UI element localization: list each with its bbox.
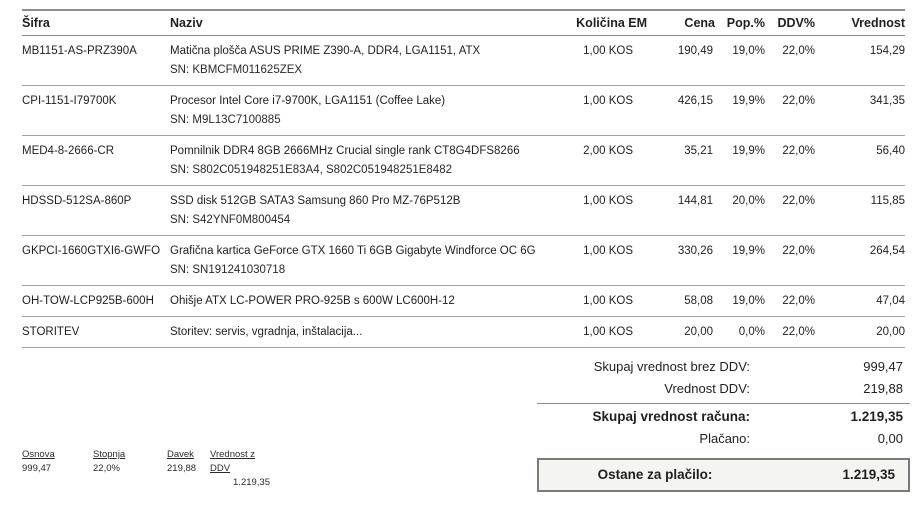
item-name: Grafična kartica GeForce GTX 1660 Ti 6GB Gigabyte Windforce OC 6G: [170, 245, 536, 257]
item-discount: 19,0%: [715, 286, 765, 317]
item-code: GKPCI-1660GTXI6-GWFO: [22, 236, 170, 286]
item-value: 20,00: [815, 317, 905, 348]
vat-row: [537, 378, 910, 400]
item-code: HDSSD-512SA-860P: [22, 186, 170, 236]
item-description: [170, 236, 552, 286]
item-quantity: 2,00 KOS: [552, 136, 647, 186]
item-vat: 22,0%: [765, 36, 815, 86]
vat-value: 219,88: [863, 381, 903, 396]
subtotal-value: 999,47: [863, 359, 903, 374]
item-description: [170, 36, 552, 86]
tax-value-stopnja: 22,0%: [93, 463, 120, 474]
item-value: 56,40: [815, 136, 905, 186]
tax-col-vrednost-z-ddv: [210, 448, 274, 490]
item-vat: 22,0%: [765, 236, 815, 286]
item-price: 426,15: [647, 86, 715, 136]
column-header-naziv: Naziv: [170, 10, 552, 36]
amount-due-label: Ostane za plačilo:: [597, 467, 713, 482]
item-vat: 22,0%: [765, 186, 815, 236]
tax-value-vrednost-z-ddv: 1.219,35: [233, 477, 270, 488]
tax-header-stopnja: Stopnja: [93, 449, 126, 460]
item-quantity: 1,00 KOS: [552, 236, 647, 286]
subtotal-label: Skupaj vrednost brez DDV:: [593, 359, 750, 374]
column-header-sifra: Šifra: [22, 10, 170, 36]
item-price: 144,81: [647, 186, 715, 236]
grand-total-label: Skupaj vrednost računa:: [592, 409, 750, 424]
item-name: Ohišje ATX LC-POWER PRO-925B s 600W LC600H-12: [170, 295, 455, 307]
item-serial: SN: S802C051948251E83A4, S802C051948251E8482: [170, 164, 452, 176]
tax-header-davek: Davek: [167, 449, 194, 460]
item-value: 154,29: [815, 36, 905, 86]
column-header-vrednost: Vrednost: [815, 10, 905, 36]
totals-section: [537, 356, 910, 492]
item-name: Pomnilnik DDR4 8GB 2666MHz Crucial single rank CT8G4DFS8266: [170, 145, 520, 157]
item-quantity: 1,00 KOS: [552, 317, 647, 348]
table-row: [22, 286, 905, 317]
table-row: [22, 236, 905, 286]
item-code: MED4-8-2666-CR: [22, 136, 170, 186]
item-value: 341,35: [815, 86, 905, 136]
item-discount: 0,0%: [715, 317, 765, 348]
column-header-cena: Cena: [647, 10, 715, 36]
item-discount: 20,0%: [715, 186, 765, 236]
amount-due-value: 1.219,35: [842, 467, 895, 482]
item-vat: 22,0%: [765, 317, 815, 348]
item-description: [170, 286, 552, 317]
table-row: [22, 36, 905, 86]
item-price: 20,00: [647, 317, 715, 348]
item-discount: 19,0%: [715, 36, 765, 86]
tax-header-osnova: Osnova: [22, 449, 55, 460]
table-header-row: [22, 10, 905, 36]
tax-summary-table: [22, 448, 274, 490]
item-discount: 19,9%: [715, 86, 765, 136]
item-serial: SN: S42YNF0M800454: [170, 214, 291, 226]
item-value: 47,04: [815, 286, 905, 317]
item-price: 190,49: [647, 36, 715, 86]
tax-col-davek: [167, 448, 210, 490]
column-header-kolicina: Količina EM: [552, 10, 647, 36]
item-description: [170, 136, 552, 186]
amount-due-box: [537, 458, 910, 492]
tax-value-davek: 219,88: [167, 463, 197, 474]
item-vat: 22,0%: [765, 286, 815, 317]
item-vat: 22,0%: [765, 136, 815, 186]
grand-total-value: 1.219,35: [850, 409, 903, 424]
tax-value-osnova: 999,47: [22, 463, 52, 474]
item-quantity: 1,00 KOS: [552, 86, 647, 136]
item-description: [170, 317, 552, 348]
item-code: MB1151-AS-PRZ390A: [22, 36, 170, 86]
item-value: 115,85: [815, 186, 905, 236]
item-discount: 19,9%: [715, 136, 765, 186]
table-row: [22, 317, 905, 348]
item-price: 35,21: [647, 136, 715, 186]
column-header-ddv: DDV%: [765, 10, 815, 36]
item-quantity: 1,00 KOS: [552, 186, 647, 236]
item-serial: SN: M9L13C7100885: [170, 114, 281, 126]
item-serial: SN: SN191241030718: [170, 264, 286, 276]
invoice-items-table: [22, 9, 905, 348]
item-value: 264,54: [815, 236, 905, 286]
item-name: Procesor Intel Core i7-9700K, LGA1151 (Coffee Lake): [170, 95, 446, 107]
item-code: STORITEV: [22, 317, 170, 348]
paid-value: 0,00: [877, 431, 903, 446]
paid-label: Plačano:: [699, 431, 750, 446]
table-row: [22, 136, 905, 186]
table-row: [22, 186, 905, 236]
item-quantity: 1,00 KOS: [552, 36, 647, 86]
item-quantity: 1,00 KOS: [552, 286, 647, 317]
column-header-pop: Pop.%: [715, 10, 765, 36]
item-name: SSD disk 512GB SATA3 Samsung 860 Pro MZ-76P512B: [170, 195, 461, 207]
item-price: 58,08: [647, 286, 715, 317]
item-code: OH-TOW-LCP925B-600H: [22, 286, 170, 317]
tax-header-vrednost-z-ddv: Vrednost z DDV: [210, 449, 256, 474]
item-serial: SN: KBMCFM011625ZEX: [170, 64, 303, 76]
vat-label: Vrednost DDV:: [664, 381, 750, 396]
item-name: Storitev: servis, vgradnja, inštalacija...: [170, 326, 363, 338]
totals-divider: [537, 403, 910, 404]
grand-total-row: [537, 406, 910, 428]
item-vat: 22,0%: [765, 86, 815, 136]
paid-row: [537, 428, 910, 450]
tax-col-osnova: [22, 448, 93, 490]
tax-col-stopnja: [93, 448, 167, 490]
subtotal-row: [537, 356, 910, 378]
item-discount: 19,9%: [715, 236, 765, 286]
item-price: 330,26: [647, 236, 715, 286]
item-description: [170, 186, 552, 236]
item-name: Matična plošča ASUS PRIME Z390-A, DDR4, LGA1151, ATX: [170, 45, 481, 57]
table-row: [22, 86, 905, 136]
item-code: CPI-1151-I79700K: [22, 86, 170, 136]
item-description: [170, 86, 552, 136]
